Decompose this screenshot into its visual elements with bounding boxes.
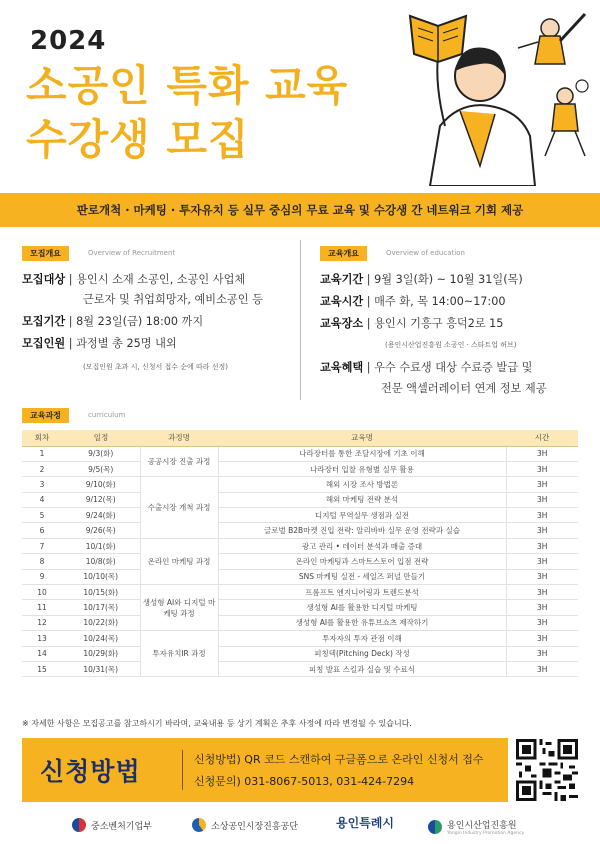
- session-hours: 3H: [506, 461, 578, 476]
- session-number: 15: [22, 661, 62, 676]
- session-date: 10/10(목): [62, 569, 140, 584]
- session-date: 10/8(화): [62, 554, 140, 569]
- session-date: 9/26(목): [62, 523, 140, 538]
- recruit-tag: 모집개요: [22, 246, 69, 261]
- session-number: 3: [22, 477, 62, 492]
- session-date: 10/31(목): [62, 661, 140, 676]
- curriculum-row: [22, 508, 578, 523]
- session-subject: SNS 마케팅 실전 - 세일즈 퍼널 만들기: [218, 569, 506, 584]
- session-number: 2: [22, 461, 62, 476]
- session-date: 9/10(화): [62, 477, 140, 492]
- hero-illustration: [400, 6, 595, 186]
- curriculum-row: [22, 492, 578, 507]
- education-place: 교육장소 | 용인시 기흥구 흥덕2로 15: [320, 317, 504, 330]
- main-title-line1: 소공인 특화 교육: [26, 61, 349, 110]
- course-name: 온라인 마케팅 과정: [140, 538, 218, 584]
- session-date: 9/12(목): [62, 492, 140, 507]
- summary-banner: [0, 193, 600, 227]
- education-time-label: 교육시간: [320, 295, 364, 308]
- curriculum-row: [22, 523, 578, 538]
- logo-mss: [72, 818, 152, 832]
- logo-mss-text: 중소벤처기업부: [91, 821, 152, 832]
- semas-emblem-icon: [192, 818, 206, 832]
- recruit-period-value: 8월 23일(금) 18:00 까지: [76, 315, 204, 328]
- main-title-line2: 수강생 모집: [26, 115, 250, 164]
- logo-semas: [192, 818, 298, 832]
- recruit-target: 모집대상 | 용인시 소재 소공인, 소공인 사업체: [22, 273, 246, 286]
- curriculum-tag: 교육과정: [22, 408, 69, 423]
- session-hours: 3H: [506, 569, 578, 584]
- apply-box: [22, 738, 508, 802]
- course-name: 투자유치IR 과정: [140, 631, 218, 677]
- logo-yipa-text-wrap: [447, 818, 524, 836]
- session-hours: 3H: [506, 523, 578, 538]
- logo-yongin: [336, 814, 394, 831]
- session-date: 9/24(화): [62, 508, 140, 523]
- apply-title: 신청방법: [40, 757, 141, 786]
- session-hours: 3H: [506, 585, 578, 600]
- session-subject: 프롬프트 엔지니어링과 트렌드분석: [218, 585, 506, 600]
- session-subject: 디지털 무역실무 생점과 실전: [218, 508, 506, 523]
- session-subject: 광고 관리 • 데이터 분석과 매출 증대: [218, 538, 506, 553]
- curriculum-row: [22, 661, 578, 676]
- recruit-target-value2: 근로자 및 취업희망자, 예비소공인 등: [83, 293, 263, 306]
- apply-contact: 신청문의) 031-8067-5013, 031-424-7294: [194, 775, 415, 788]
- session-number: 9: [22, 569, 62, 584]
- session-hours: 3H: [506, 615, 578, 630]
- education-place-value: 용인시 기흥구 흥덕2로 15: [374, 317, 504, 330]
- session-date: 9/5(목): [62, 461, 140, 476]
- education-benefit-value2: 전문 액셀러레이터 연계 정보 제공: [381, 382, 547, 395]
- education-place-label: 교육장소: [320, 317, 364, 330]
- session-number: 13: [22, 631, 62, 646]
- yipa-emblem-icon: [428, 820, 442, 834]
- footnote: ※ 자세한 사항은 모집공고를 참고하시기 바라며, 교육내용 등 상기 계획은 추후 사정에 따라 변경될 수 있습니다.: [22, 719, 412, 728]
- education-time-value: 매주 화, 목 14:00~17:00: [374, 295, 506, 308]
- logo-semas-text: 소상공인시장진흥공단: [211, 821, 298, 832]
- logo-yipa-subtext: Yongin Industry Promotion Agency: [447, 831, 525, 836]
- session-subject: 피칭덱(Pitching Deck) 작성: [218, 646, 506, 661]
- session-hours: 3H: [506, 646, 578, 661]
- session-hours: 3H: [506, 600, 578, 615]
- session-number: 8: [22, 554, 62, 569]
- course-name: 생성형 AI와 디지털 마케팅 과정: [140, 585, 218, 631]
- session-date: 9/3(화): [62, 446, 140, 461]
- education-benefit-value1: 우수 수료생 대상 수료증 발급 및: [374, 361, 533, 374]
- session-hours: 3H: [506, 661, 578, 676]
- curriculum-row: [22, 461, 578, 476]
- education-tag-en: Overview of education: [386, 249, 465, 257]
- overview-divider: [300, 240, 301, 400]
- curriculum-row: [22, 477, 578, 492]
- logo-yipa: [428, 818, 524, 836]
- education-period-label: 교육기간: [320, 273, 364, 286]
- course-name: 수출시장 개척 과정: [140, 477, 218, 539]
- session-subject: 피칭 발표 스킬과 실습 및 수료식: [218, 661, 506, 676]
- mss-emblem-icon: [72, 818, 86, 832]
- curriculum-row: [22, 554, 578, 569]
- curriculum-row: [22, 646, 578, 661]
- session-date: 10/17(목): [62, 600, 140, 615]
- session-number: 4: [22, 492, 62, 507]
- recruit-count: 모집인원 | 과정별 총 25명 내외: [22, 337, 177, 350]
- education-benefit-label: 교육혜택: [320, 361, 364, 374]
- curriculum-body: [22, 446, 578, 677]
- session-hours: 3H: [506, 554, 578, 569]
- header-subject: 교육명: [218, 430, 506, 446]
- education-benefit: 교육혜택 | 우수 수료생 대상 수료증 발급 및: [320, 361, 533, 374]
- curriculum-row: [22, 615, 578, 630]
- curriculum-tag-en: curriculum: [88, 411, 126, 419]
- hero-section: [0, 0, 600, 193]
- session-date: 10/15(화): [62, 585, 140, 600]
- year-label: 2024: [30, 26, 107, 56]
- education-time: 교육시간 | 매주 화, 목 14:00~17:00: [320, 295, 506, 308]
- recruit-target-value1: 용인시 소재 소공인, 소공인 사업체: [76, 273, 246, 286]
- curriculum-row: [22, 600, 578, 615]
- session-hours: 3H: [506, 477, 578, 492]
- curriculum-row: [22, 446, 578, 461]
- session-subject: 온라인 마케팅과 스마트스토어 입점 전략: [218, 554, 506, 569]
- session-hours: 3H: [506, 492, 578, 507]
- apply-divider: [182, 750, 183, 790]
- session-number: 5: [22, 508, 62, 523]
- session-number: 7: [22, 538, 62, 553]
- header-date: 일정: [62, 430, 140, 446]
- session-subject: 글로벌 B2B마켓 진입 전략: 알리바바 실무 운영 전략과 실습: [218, 523, 506, 538]
- recruit-count-label: 모집인원: [22, 337, 66, 350]
- session-number: 10: [22, 585, 62, 600]
- recruit-tag-en: Overview of Recruitment: [88, 249, 176, 257]
- session-number: 12: [22, 615, 62, 630]
- session-date: 10/24(목): [62, 631, 140, 646]
- session-hours: 3H: [506, 538, 578, 553]
- session-subject: 생성형 AI를 활용한 디지털 마케팅: [218, 600, 506, 615]
- logo-yongin-text: 용인특례시: [336, 816, 394, 830]
- recruit-period: 모집기간 | 8월 23일(금) 18:00 까지: [22, 315, 204, 328]
- apply-method: 신청방법) QR 코드 스캔하여 구글폼으로 온라인 신청서 접수: [194, 753, 484, 766]
- session-subject: 해외 시장 조사 방법론: [218, 477, 506, 492]
- curriculum-row: [22, 538, 578, 553]
- session-number: 14: [22, 646, 62, 661]
- education-period-value: 9월 3일(화) ~ 10월 31일(목): [374, 273, 523, 286]
- session-subject: 생성형 AI를 활용한 유튜브쇼츠 제작하기: [218, 615, 506, 630]
- education-period: 교육기간 | 9월 3일(화) ~ 10월 31일(목): [320, 273, 523, 286]
- header-no: 회차: [22, 430, 62, 446]
- header-course: 과정명: [140, 430, 218, 446]
- curriculum-row: [22, 585, 578, 600]
- sponsor-logos: [0, 808, 600, 844]
- curriculum-row: [22, 569, 578, 584]
- curriculum-table: [22, 430, 578, 677]
- curriculum-row: [22, 631, 578, 646]
- session-subject: 투자자의 투자 관점 이해: [218, 631, 506, 646]
- session-hours: 3H: [506, 446, 578, 461]
- session-hours: 3H: [506, 508, 578, 523]
- recruit-period-label: 모집기간: [22, 315, 66, 328]
- session-number: 6: [22, 523, 62, 538]
- session-number: 11: [22, 600, 62, 615]
- session-subject: 나라장터를 통한 조달시장에 기초 이해: [218, 446, 506, 461]
- session-date: 10/1(화): [62, 538, 140, 553]
- education-tag: 교육개요: [320, 246, 367, 261]
- header-hours: 시간: [506, 430, 578, 446]
- qr-code-icon[interactable]: [516, 738, 578, 802]
- curriculum-header-row: [22, 430, 578, 446]
- logo-yipa-text: 용인시산업진흥원: [447, 821, 517, 831]
- summary-banner-text: 판로개척 · 마케팅 · 투자유치 등 실무 중심의 무료 교육 및 수강생 간 네트워크 기회 제공: [76, 203, 524, 217]
- recruit-count-value: 과정별 총 25명 내외: [76, 337, 177, 350]
- recruit-note: (모집인원 초과 시, 신청서 접수 순에 따라 선정): [83, 363, 228, 371]
- session-hours: 3H: [506, 631, 578, 646]
- recruit-target-label: 모집대상: [22, 273, 66, 286]
- session-subject: 나라장터 입찰 유형별 실무 활용: [218, 461, 506, 476]
- course-name: 공공시장 진출 과정: [140, 446, 218, 477]
- session-number: 1: [22, 446, 62, 461]
- session-date: 10/29(화): [62, 646, 140, 661]
- session-subject: 해외 마케팅 전략 분석: [218, 492, 506, 507]
- education-place-note: (용인시산업진흥원 소공인 · 스타트업 허브): [385, 341, 517, 349]
- session-date: 10/22(화): [62, 615, 140, 630]
